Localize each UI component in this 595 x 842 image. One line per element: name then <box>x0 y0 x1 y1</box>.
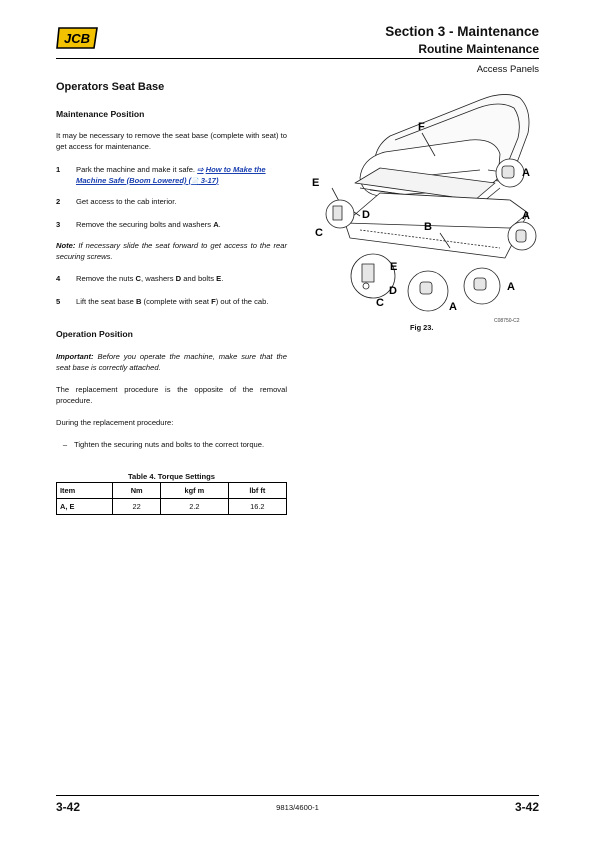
step-2 <box>56 196 287 207</box>
footer-divider <box>56 795 539 796</box>
step-4 <box>56 273 287 284</box>
logo-text: JCB <box>63 31 91 46</box>
label-b: B <box>424 221 432 233</box>
header-item: Item <box>57 483 113 499</box>
label-d-lower: D <box>389 285 397 297</box>
table-header-row <box>57 483 287 499</box>
step-number: 1 <box>56 165 61 174</box>
step-text: Remove the nuts <box>76 274 136 283</box>
maintenance-heading: Maintenance Position <box>56 109 145 119</box>
bullet-text: Tighten the securing nuts and bolts to the correct torque. <box>74 440 265 449</box>
label-a-4: A <box>449 301 457 313</box>
seat-base-illustration <box>300 88 545 328</box>
label-a-1: A <box>522 167 530 179</box>
cell-item: A, E <box>57 499 113 515</box>
safe-procedure-link[interactable]: How to Make the Machine Safe (Boom Lowered) <box>76 165 266 185</box>
step-text: , washers <box>141 274 176 283</box>
page-title: Operators Seat Base <box>56 81 165 93</box>
step-number: 3 <box>56 220 61 229</box>
item-ref: A <box>213 220 219 229</box>
label-f: F <box>418 121 425 133</box>
note-text: If necessary slide the seat forward to get access to the rear securing screws. <box>56 241 287 261</box>
important-notice <box>56 351 287 373</box>
step-text: Remove the securing bolts and washers <box>76 220 214 229</box>
subsection-title: Routine Maintenance <box>418 42 539 56</box>
step-1 <box>56 164 287 188</box>
topic-title: Access Panels <box>476 64 539 75</box>
base-plate-shape <box>345 193 528 228</box>
intro-paragraph: It may be necessary to remove the seat base (complete with seat) to get access for maintenance. <box>56 131 287 151</box>
header-nm: Nm <box>113 483 161 499</box>
page-ref-link[interactable]: 3-17 <box>198 176 216 185</box>
bullet-dash: – <box>62 440 68 449</box>
item-ref: F <box>211 297 216 306</box>
step-3 <box>56 219 287 230</box>
torque-table <box>56 482 287 515</box>
page-number-left: 3-42 <box>56 800 81 814</box>
step-text: Get access to the cab interior. <box>76 197 177 206</box>
step-number: 2 <box>56 197 61 206</box>
jcb-logo <box>56 26 100 50</box>
item-ref: D <box>175 274 182 283</box>
item-ref: B <box>135 297 142 306</box>
table-caption: Table 4. Torque Settings <box>127 472 216 481</box>
step-number: 5 <box>56 297 61 306</box>
ref-close: ) <box>216 176 219 185</box>
important-text: Before you operate the machine, make sure that the seat base is correctly attached. <box>56 352 287 372</box>
during-paragraph: During the replacement procedure: <box>56 418 174 427</box>
step-tail: . <box>218 220 221 229</box>
step-5 <box>56 296 287 307</box>
note <box>56 240 287 262</box>
step-text: (complete with seat <box>141 297 212 306</box>
label-e-upper: E <box>312 177 320 189</box>
label-e-lower: E <box>390 261 398 273</box>
header-lbfft: lbf ft <box>228 483 286 499</box>
cell-nm: 22 <box>113 499 161 515</box>
figure-caption: Fig 23. <box>410 323 434 332</box>
label-a-2: A <box>522 210 530 222</box>
ref-open: ( <box>186 176 192 185</box>
cell-lbfft: 16.2 <box>228 499 286 515</box>
torque-table-block <box>56 472 287 515</box>
item-ref: C <box>135 274 141 283</box>
step-text: ) out of the cab. <box>215 297 269 306</box>
header-kgfm: kgf m <box>161 483 229 499</box>
step-text: and bolts <box>181 274 217 283</box>
step-text: Park the machine and make it safe. <box>76 165 198 174</box>
step-tail: . <box>221 274 224 283</box>
item-ref: E <box>216 274 222 283</box>
replacement-paragraph: The replacement procedure is the opposite of the removal procedure. <box>56 385 287 405</box>
section-title: Section 3 - Maintenance <box>385 24 539 39</box>
table-row <box>57 499 287 515</box>
header-divider <box>56 58 539 59</box>
figure-reference-code: C08750-C2 <box>494 318 520 324</box>
label-d-upper: D <box>362 209 370 221</box>
step-text: Lift the seat base <box>76 297 136 306</box>
operation-heading: Operation Position <box>56 329 133 339</box>
important-label: Important: <box>56 352 94 361</box>
step-number: 4 <box>56 274 61 283</box>
page-number-right: 3-42 <box>514 800 539 814</box>
document-number: 9813/4600-1 <box>276 803 319 812</box>
bullet-item <box>56 439 287 450</box>
page-ref-icon[interactable]: 📄 <box>191 179 199 185</box>
cell-kgfm: 2.2 <box>161 499 229 515</box>
label-a-3: A <box>507 281 515 293</box>
link-arrow-icon[interactable]: ⇨ <box>197 165 204 174</box>
label-c-upper: C <box>315 227 323 239</box>
note-label: Note: <box>56 241 76 250</box>
label-c-lower: C <box>376 297 384 309</box>
